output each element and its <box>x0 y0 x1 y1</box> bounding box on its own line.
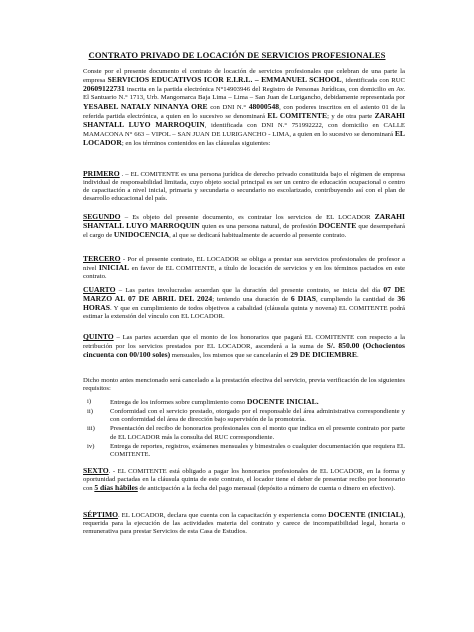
intro-text-6: ; y de otra parte <box>327 112 375 120</box>
requirement-number: iv) <box>87 442 95 450</box>
locador-name: ZARAHI SHANTALL LUYO MARROQUIN <box>83 110 405 129</box>
requirement-text: Presentación del recibo de honorarios profesionales con el monto que indica en el presente contrato por parte de EL LOCADOR más la consulta del RUC correspondiente. <box>110 425 405 441</box>
clause-segundo-text-3: que desempeñará el cargo de <box>83 223 405 240</box>
clause-quinto-heading: QUINTO <box>83 332 114 341</box>
locador-label: EL LOCADOR <box>83 129 405 148</box>
clause-tercero-text-1: - Por el presente contrato, EL LOCADOR se obliga a prestar sus servicios profesionales de profesor a nivel <box>83 256 405 273</box>
clause-sexto-text-2: de anticipación a la fecha del pago mensual (depósito a número de cuenta o dinero en efectivo). <box>137 485 396 493</box>
clause-cuarto-period: 07 DE MARZO AL 07 DE ABRIL DEL 2024 <box>83 285 405 304</box>
clause-cuarto-text-1: – Las partes involucradas acuerdan que la duración del presente contrato, se inicia del día <box>115 287 384 294</box>
clause-tercero <box>83 255 405 281</box>
intro-text-2: , identificada con RUC <box>341 77 405 85</box>
clause-tercero-text-2: en favor de EL COMITENTE, a título de locación de servicios y en los términos pactados en este contrato. <box>83 265 405 281</box>
requirement-item <box>83 443 405 459</box>
clause-sexto-text-1: . - EL COMITENTE está obligado a pagar los honorarios profesionales de EL LOCADOR, en la forma y oportunidad pactadas en la cláusula quinta de este contrato, el locador tiene el deber de presentar recibo por honorario con <box>83 468 405 493</box>
clause-segundo-text-2: quien es una persona natural, de profesión <box>199 223 319 231</box>
clause-quinto-payday: 29 DE DICIEMBRE <box>290 350 357 360</box>
clause-primero-text: . – EL COMITENTE es una persona jurídica de derecho privado constituida bajo el régimen de empresa individual de responsabilidad limitada, cuyo objeto social principal es ser un centro de educación ocupacional o centro de capacitación a nivel inicial, primaria y secundaria o secundario no escolarizado, contribuyendo así con el plan de desarrollo educacional del país. <box>83 171 405 203</box>
representative-dni: 48000548 <box>248 101 280 111</box>
requirement-text: Entrega de reportes, registros, exámenes mensuales y bimestrales o cualquier documentación que requiera EL COMITENTE. <box>110 442 405 458</box>
comitente-label: EL COMITENTE <box>267 110 328 120</box>
requirement-text <box>110 398 405 407</box>
clause-cuarto <box>83 286 405 322</box>
clause-segundo-text-4: , al que se dedicará habitualmente de acuerdo al presente contrato. <box>169 232 347 240</box>
requirement-number: ii) <box>87 408 93 416</box>
clause-quinto-text-1: – Las partes acuerdan que el monto de los honorarios que pagará EL COMITENTE con respecto a la retribución por los servicios prestados por EL LOCADOR, ascenderá a la suma de <box>83 334 405 351</box>
clause-quinto-text-2: mensuales, los mismos que se cancelarán el <box>170 352 291 360</box>
clause-septimo <box>83 511 405 536</box>
document-title: CONTRATO PRIVADO DE LOCACIÓN DE SERVICIOS PROFESIONALES <box>88 50 386 60</box>
clause-septimo-text-1: . EL LOCADOR, declara que cuenta con la capacitación y experiencia como <box>118 512 329 519</box>
clause-quinto <box>83 333 405 360</box>
clause-quinto-text-3: . <box>356 352 359 360</box>
clause-sexto-days: 5 días hábiles <box>94 483 138 493</box>
clause-segundo-name: ZARAHI SHANTALL LUYO MARROQUIN <box>83 212 405 231</box>
requirement-text: Conformidad con el servicio prestado, otorgado por el responsable del área administrativa correspondiente y con conformidad del área de dirección bajo supervisión de la promotoría. <box>110 408 405 424</box>
clause-septimo-heading: SÉPTIMO <box>83 510 119 519</box>
clause-segundo <box>83 213 405 240</box>
intro-text-1: Conste por el presente documento el contrato de locación de servicios profesionales que celebran de una parte la empresa <box>83 68 405 85</box>
company-name: SERVICIOS EDUCATIVOS ICOR E.I.R.L. – EMMANUEL SCHOOL <box>107 75 342 85</box>
clause-cuarto-text-4: . Y que en cumplimiento de todos objetivos a cabalidad (cláusula quinta y novena) EL COMITENTE podrá estimar la extensión del vínculo con EL LOCADOR. <box>83 305 405 321</box>
clause-segundo-role: UNIDOCENCIA <box>113 230 170 240</box>
intro-text-8: ; en los términos contenidos en las cláusulas siguientes: <box>121 140 271 148</box>
intro-text-4: con DNI N.° <box>207 103 249 111</box>
clause-cuarto-hours: 36 HORAS <box>83 294 405 313</box>
intro-text-3: inscrita en la partida electrónica N°14903946 del Registro de Personas Jurídicas, con domicilio en Av. El Santuario N.° 1713, Urb. Mangomarca Baja Lima – Lima – San Juan de Lurigancho, debidamente representada por <box>83 86 405 102</box>
clause-primero <box>83 170 405 204</box>
requirement-bold: DOCENTE INICIAL. <box>246 397 319 406</box>
clause-cuarto-heading: CUARTO <box>83 285 116 294</box>
clause-cuarto-text-3: , cumpliendo la cantidad de <box>315 296 398 304</box>
requirement-text-1: Entrega de los informes sobre cumplimiento como <box>110 399 247 406</box>
clause-sexto <box>83 467 405 493</box>
clause-quinto-amount: S/. 850.00 (Ochocientos cincuenta con 00/100 soles) <box>83 341 405 360</box>
clause-sexto-heading: SEXTO <box>83 466 109 475</box>
requirements-list <box>83 398 405 460</box>
cancel-note: Dicho monto antes mencionado será cancelado a la prestación efectiva del servicio, previa verificación de los siguientes requisitos: <box>83 377 405 393</box>
requirement-item <box>83 425 405 441</box>
clause-segundo-text-1: – Es objeto del presente documento, es contratar los servicios de EL LOCADOR <box>120 214 375 221</box>
clause-tercero-level: INICIAL <box>98 263 130 273</box>
clause-tercero-heading: TERCERO <box>83 254 121 263</box>
clause-segundo-profession: DOCENTE <box>318 221 357 231</box>
clause-cuarto-text-2: ; teniendo una duración de <box>212 296 291 304</box>
representative-name: YESABEL NATALY NINANYA ORE <box>83 101 208 111</box>
clause-primero-heading: PRIMERO <box>83 169 120 178</box>
requirement-number: i) <box>87 398 92 405</box>
requirement-number: iii) <box>87 425 95 433</box>
requirement-item <box>83 408 405 424</box>
intro-text-7: , identificada con DNI N.° 751992222, con domicilio en CALLE MAMACONA N° 663 – VIPOL – SAN JUAN DE LURIGANCHO - LIMA, a quien en lo sucesivo se denominará <box>83 121 405 139</box>
clause-segundo-heading: SEGUNDO <box>83 212 121 221</box>
intro-text-5: , con poderes inscritos en el asiento 01 de la referida partida electrónica, a quien en lo sucesivo se denominará <box>83 103 406 120</box>
intro-paragraph <box>83 68 405 148</box>
requirement-item <box>83 398 405 407</box>
clause-septimo-text-2: , requerida para la ejecución de las actividades materia del contrato y carece de incompatibilidad legal, horaria o remunerativa para prestar Servicios de esta Casa de Estudios. <box>83 512 405 536</box>
clause-septimo-role: DOCENTE (INICIAL) <box>328 510 404 519</box>
clause-cuarto-days: 6 DIAS <box>290 294 316 304</box>
company-ruc: 20609122731 <box>83 84 125 94</box>
